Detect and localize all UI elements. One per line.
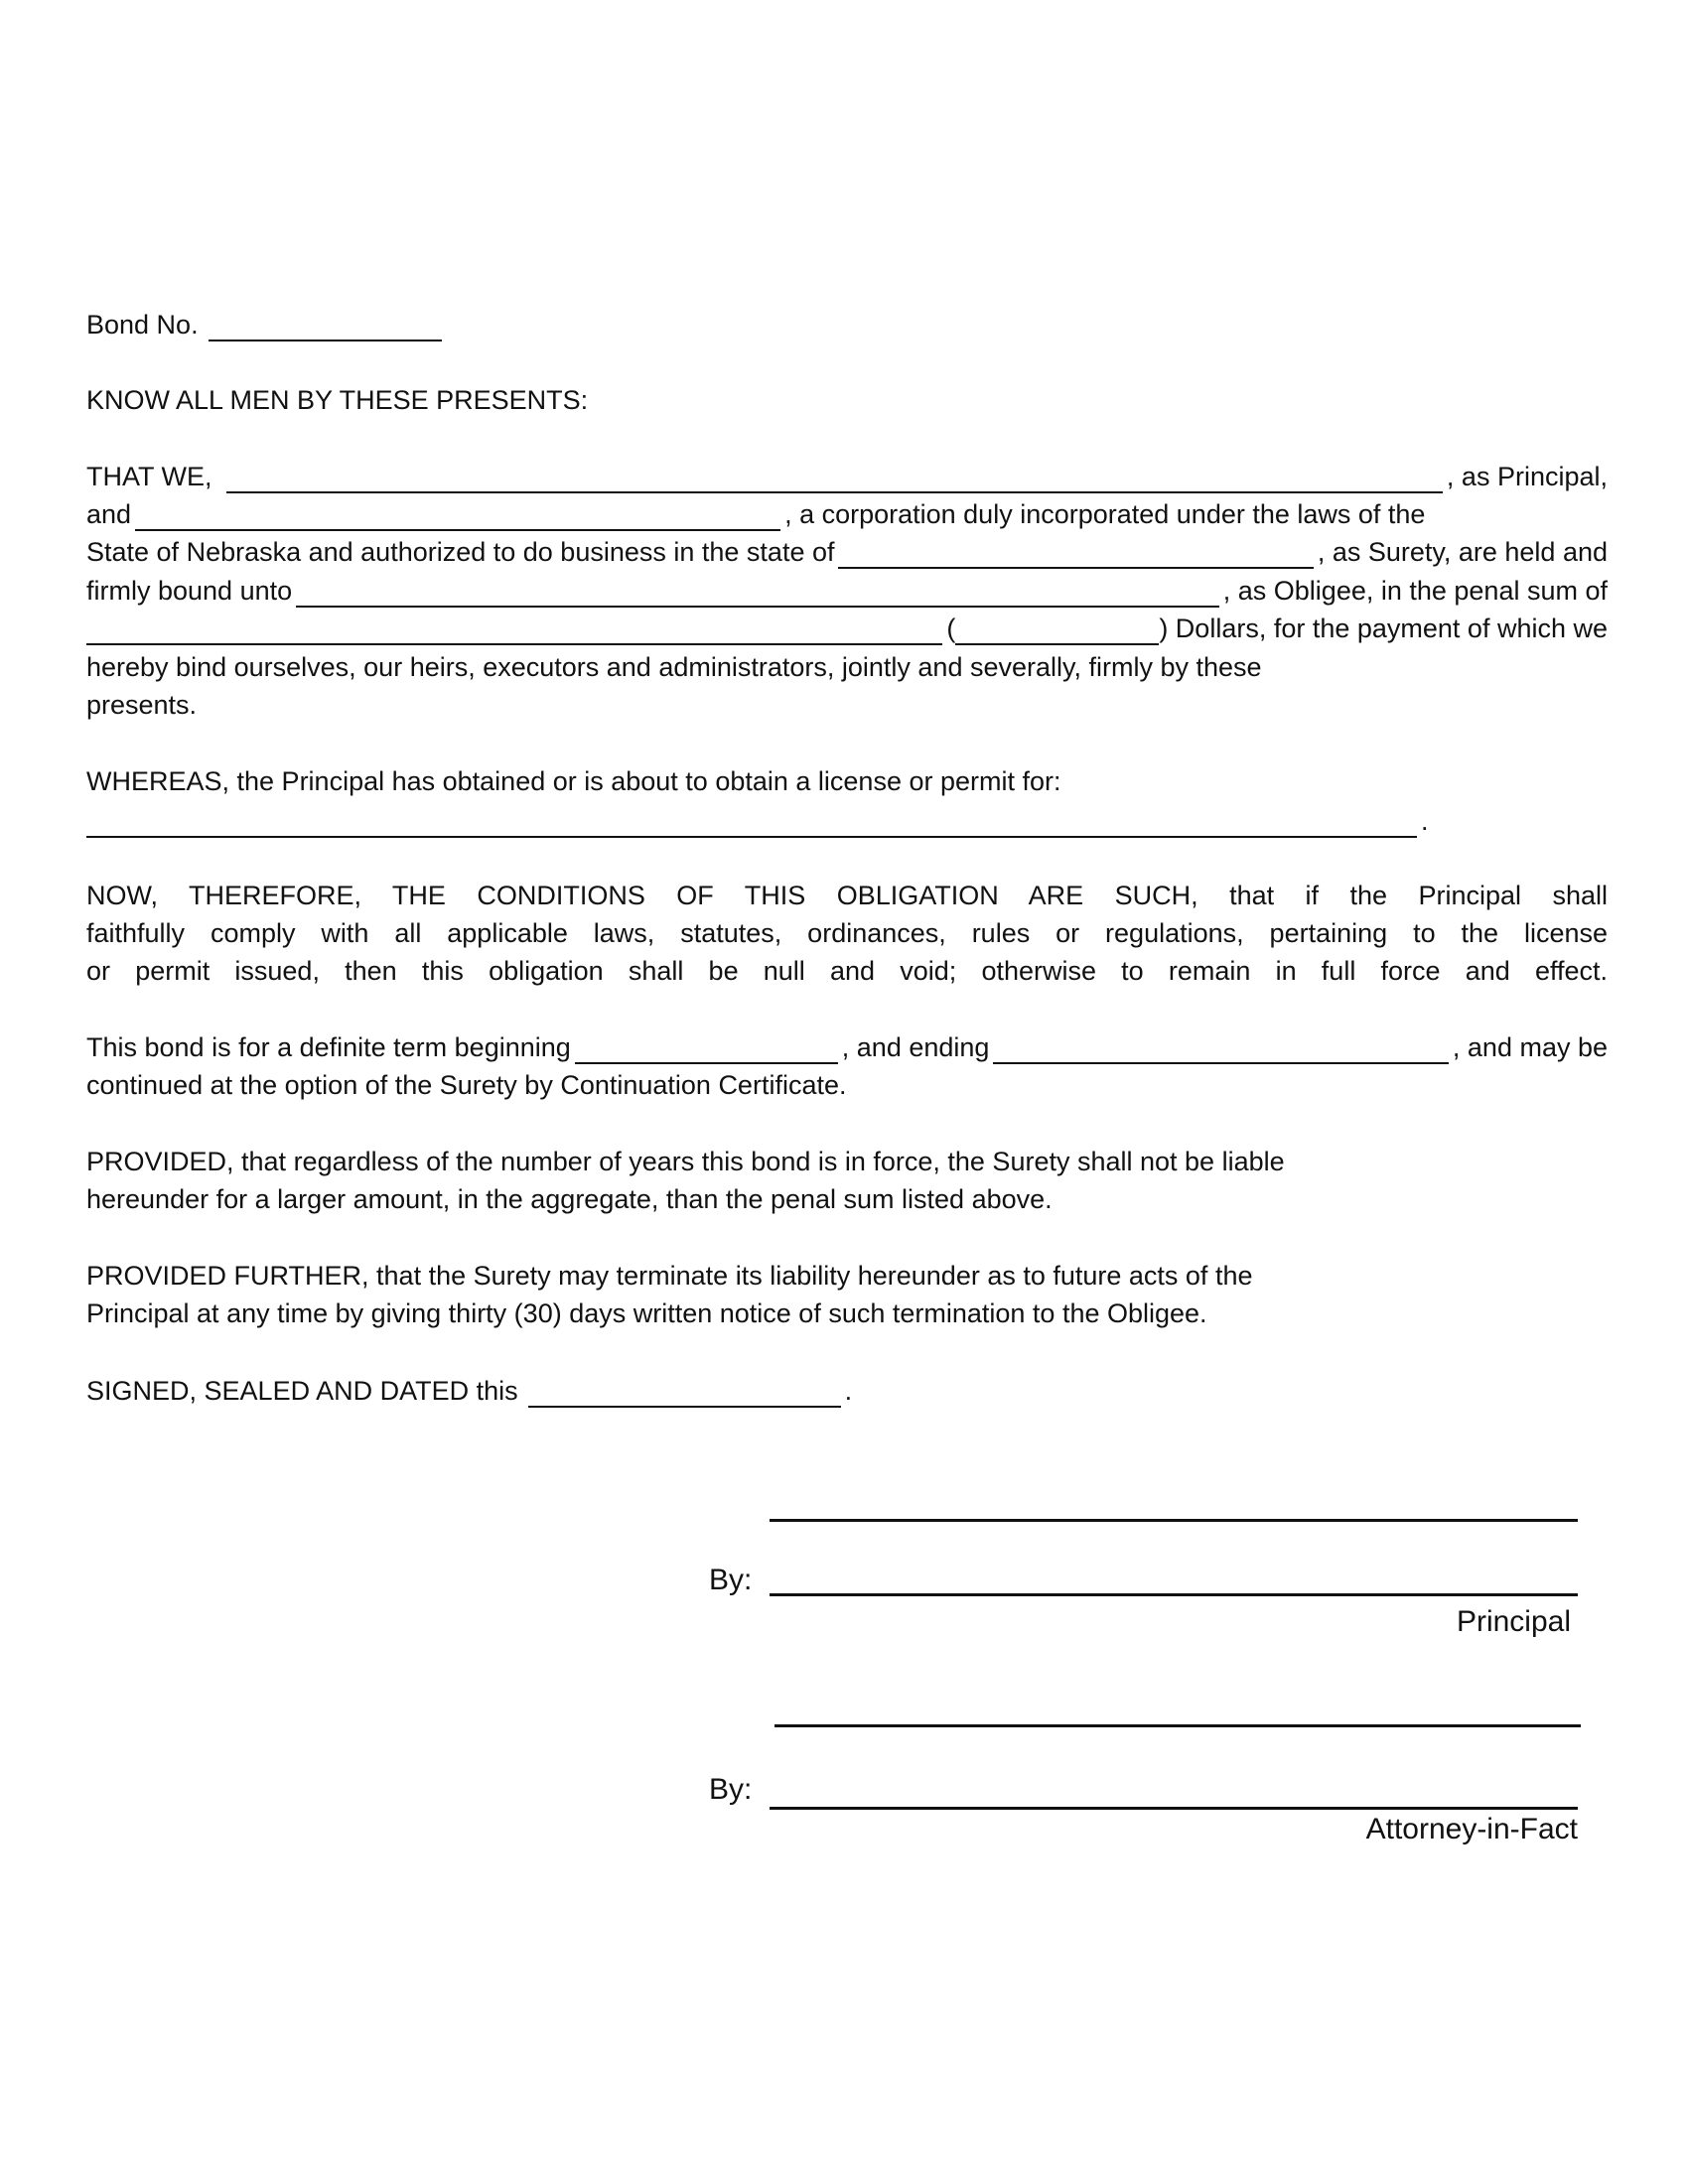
- penal-sum-amount-field[interactable]: [955, 617, 1159, 645]
- text: PROVIDED, that regardless of the number of years this bond is in force, the Surety shall not be liable: [86, 1147, 1285, 1176]
- state-field[interactable]: [838, 541, 1313, 569]
- whereas-line: [86, 764, 1061, 798]
- principal-line: [86, 460, 1608, 493]
- conditions-line: [86, 879, 1608, 912]
- surety-name-signature-line[interactable]: [774, 1724, 1581, 1727]
- text-line: [86, 1259, 1252, 1293]
- conditions-line: [86, 916, 1608, 950]
- principal-name-signature-line[interactable]: [770, 1519, 1578, 1522]
- text-line: [86, 1068, 846, 1102]
- text-line: [86, 1297, 1207, 1330]
- text: .: [844, 1376, 853, 1406]
- text: NOW, THEREFORE, THE CONDITIONS OF THIS OBLIGATION ARE SUCH, that if the Principal shall: [86, 881, 1608, 910]
- by-label: By:: [709, 1773, 753, 1806]
- penal-sum-words-field[interactable]: [86, 617, 942, 645]
- principal-signature-line[interactable]: [770, 1593, 1578, 1596]
- text: hereby bind ourselves, our heirs, executors and administrators, jointly and severally, firmly by these: [86, 652, 1262, 682]
- text: WHEREAS, the Principal has obtained or is about to obtain a license or permit for:: [86, 766, 1061, 796]
- surety-line: [86, 497, 1608, 531]
- text: firmly bound unto: [86, 576, 293, 606]
- text: or permit issued, then this obligation shall be null and void; otherwise to remain in full force and effect.: [86, 956, 1608, 986]
- penal-sum-line: [86, 612, 1608, 645]
- text-line: [86, 1182, 1053, 1216]
- text-line: [86, 650, 1262, 684]
- text: , and may be: [1452, 1032, 1608, 1062]
- obligee-line: [86, 574, 1608, 608]
- text: THAT WE,: [86, 462, 212, 491]
- state-line: [86, 535, 1608, 569]
- by-label: By:: [709, 1564, 753, 1596]
- text: , as Surety, are held and: [1317, 537, 1608, 567]
- text: ) Dollars, for the payment of which we: [1159, 614, 1608, 643]
- text: SIGNED, SEALED AND DATED this: [86, 1376, 518, 1406]
- text: and: [86, 499, 132, 529]
- text: This bond is for a definite term beginning: [86, 1032, 571, 1062]
- text: Principal at any time by giving thirty (30) days written notice of such termination to the Obligee.: [86, 1298, 1207, 1328]
- text: faithfully comply with all applicable laws, statutes, ordinances, rules or regulations, pertaining to the license: [86, 918, 1608, 948]
- text: , a corporation duly incorporated under the laws of the: [784, 499, 1426, 529]
- principal-label: Principal: [1456, 1605, 1571, 1638]
- conditions-line: [86, 954, 1608, 988]
- bond-number-line: [86, 308, 446, 341]
- license-field[interactable]: [86, 810, 1417, 838]
- know-all-text: KNOW ALL MEN BY THESE PRESENTS:: [86, 385, 589, 415]
- signed-line: [86, 1374, 852, 1408]
- date-field[interactable]: [528, 1380, 841, 1408]
- term-begin-field[interactable]: [575, 1036, 838, 1064]
- text: , as Obligee, in the penal sum of: [1222, 576, 1608, 606]
- bond-number-label: Bond No.: [86, 310, 199, 340]
- obligee-field[interactable]: [296, 580, 1219, 608]
- surety-name-field[interactable]: [135, 503, 780, 531]
- text: .: [1421, 806, 1429, 836]
- principal-name-field[interactable]: [226, 466, 1443, 493]
- text: , as Principal,: [1446, 462, 1608, 491]
- text: hereunder for a larger amount, in the aggregate, than the penal sum listed above.: [86, 1184, 1053, 1214]
- term-line: [86, 1030, 1608, 1064]
- attorney-in-fact-label: Attorney-in-Fact: [1365, 1813, 1578, 1845]
- license-line: [86, 804, 1429, 838]
- text: presents.: [86, 690, 198, 720]
- term-end-field[interactable]: [993, 1036, 1448, 1064]
- text: , and ending: [841, 1032, 990, 1062]
- text-line: [86, 688, 197, 722]
- text: continued at the option of the Surety by Continuation Certificate.: [86, 1070, 847, 1100]
- bond-number-field[interactable]: [209, 314, 442, 341]
- text: State of Nebraska and authorized to do business in the state of: [86, 537, 835, 567]
- text-line: [86, 1145, 1285, 1178]
- know-all-heading: [86, 383, 588, 417]
- text: (: [946, 614, 956, 643]
- text: PROVIDED FURTHER, that the Surety may terminate its liability hereunder as to future acts of the: [86, 1261, 1253, 1291]
- attorney-signature-line[interactable]: [770, 1807, 1578, 1810]
